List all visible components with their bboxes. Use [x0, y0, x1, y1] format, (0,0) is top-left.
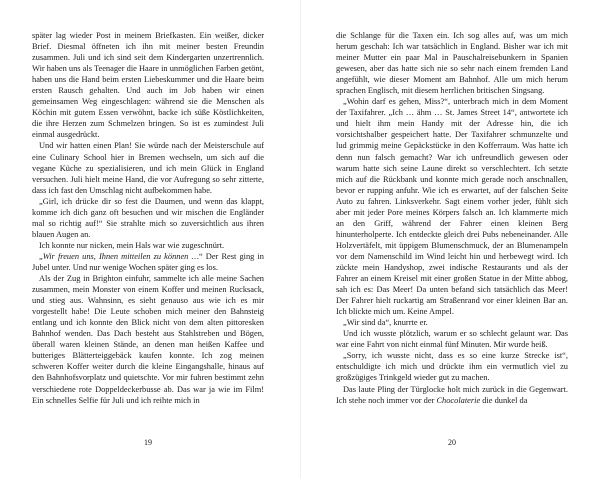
paragraph [32, 273, 264, 406]
paragraph [336, 384, 568, 406]
left-page-text [32, 30, 264, 406]
right-page-text [336, 30, 568, 406]
right-page [336, 30, 568, 470]
paragraph [336, 317, 568, 328]
text-run: „Girl, ich drücke dir so fest die Daumen, und wenn das klappt, komme ich dich ganz oft besuchen und wir mischen die Engländer mal so richtig auf!“ Sie strahlte mich so zuversichtlich aus ihren blauen Augen an. [32, 196, 264, 239]
text-run: „ [39, 251, 43, 261]
paragraph [32, 240, 264, 251]
text-run: die Schlange für die Taxen ein. Ich sog alles auf, was um mich herum geschah: Ich war tatsächlich in England. Bisher war ich mit meiner Mutter ein paar Mal in Pauschalreisebunkern in Spanien gewesen, aber das hatte sich nie so sehr nach einem fremden Land angefühlt, wie dieser Moment am Bahnhof. Alle um mich herum sprachen Englisch, mit diesem herrlichen britischen Singsang. [336, 31, 568, 96]
text-run: “ Der Rest ging in Jubel unter. Und nur wenige Wochen später ging es los. [32, 251, 264, 272]
page-number-left: 19 [144, 438, 152, 447]
paragraph [32, 140, 264, 195]
text-run: Als der Zug in Brighton einfuhr, sammelte ich alle meine Sachen zusammen, mein Monster von einem Koffer und meinen Rucksack, und stieg aus. Wahnsinn, es sieht genauso aus wie ich es mir vorgestellt habe! Die Leute schoben mich meiner den Bahnsteig entlang und ich konnte den Blick nicht von dem alten pittoresken Bahnhof wenden. Das Dach besteht aus Stahlstreben und Bögen, überall waren kleinen Stände, an denen man heißen Kaffee und butteriges Blätterteiggebäck kaufen konnte. Ich zog meinen schweren Koffer weiter durch die kleine Eingangshalle, hinaus auf den Bahnhofsvorplatz und quietschte. Vor mir fuhren bestimmt zehn verschiedene rote Doppeldeckerbusse ab. Das war ja wie im Film! Ein schnelles Selfie für Juli und ich reihte mich in [32, 274, 264, 405]
paragraph [32, 30, 264, 140]
paragraph [32, 196, 264, 240]
left-page [32, 30, 264, 470]
text-run: Ich konnte nur nicken, mein Hals war wie zugeschnürt. [39, 240, 225, 250]
paragraph [32, 251, 264, 273]
text-run: „Wir sind da“, knurrte er. [343, 318, 428, 328]
book-gutter [300, 0, 301, 478]
italic-text: Chocolaterie [436, 395, 481, 405]
paragraph [336, 30, 568, 96]
paragraph [336, 350, 568, 383]
page-number-right: 20 [448, 438, 456, 447]
text-run: die dunkel da [480, 395, 528, 405]
italic-text: Wir freuen uns, Ihnen mitteilen zu können … [42, 251, 199, 261]
text-run: Und wir hatten einen Plan! Sie würde nach der Meisterschule auf eine Culinary School hier in Bremen wechseln, um sich auf die vegane Küche zu spezialisieren, und ich mein Glück in England versuchen. Juli hielt meine Hand, die vor Aufregung so sehr zitterte, dass ich fast den Umschlag nicht aufbekommen habe. [32, 141, 264, 195]
text-run: „Sorry, ich wusste nicht, dass es so eine kurze Strecke ist“, entschuldigte ich mich und drückte ihm ein vermutlich viel zu großzügiges Trinkgeld wieder gut zu machen. [336, 351, 568, 383]
text-run: Das laute Pling der Türglocke holt mich zurück in die Gegenwart. Ich stehe noch immer vor der [336, 384, 568, 405]
paragraph [336, 328, 568, 350]
text-run: Und ich wusste plötzlich, warum er so schlecht gelaunt war. Das war eine Fahrt von nicht einmal fünf Minuten. Mir wurde heiß. [336, 329, 568, 350]
text-run: später lag wieder Post in meinem Briefkasten. Ein weißer, dicker Brief. Diesmal öffneten ich ihn mit meiner besten Freundin zusammen. Juli und ich sind seit dem Kindergarten unzertrennlich. Wir haben uns als Teenager die Haare in unmöglichen Farben getönt, haben uns die Hand beim ersten Liebeskummer und die Haare beim ersten Rausch gehalten. Und auch im Job haben wir einen gemeinsamen Weg eingeschlagen: während sie die Menschen als Köchin mit gutem Essen verwöhnt, backe ich süße Köstlichkeiten, die ihre Herzen zum Schmelzen bringen. So ist es zumindest Juli einmal ausgedrückt. [32, 31, 264, 140]
paragraph [336, 96, 568, 317]
text-run: „Wohin darf es gehen, Miss?“, unterbrach mich in dem Moment der Taxifahrer. „Ich … ähm … St. James Street 14“, antwortete ich und hielt ihm mein Handy mit der Adresse hin, die ich vorsichtshalber gespeichert hatte. Der Taxifahrer schmunzelte und lud grimmig meine Gepäckstücke in den Kofferraum. Was hatte ich denn nun falsch gemacht? War ich unfreundlich gewesen oder warum hatte sich seine Laune direkt so verschlechtert. Ich setzte mich auf die Rückbank und konnte mich gerade noch anschnallen, bevor er rupping anfuhr. Wie ich es erwartet, auf der falschen Seite Auto zu fahren. Linksverkehr. Sagt einem vorher jeder, fühlt sich aber mit jeder Pore meines Körpers falsch an. Ich klammerte mich an den Griff, während der Fahrer einen kleinen Berg hinunterholperte. Ich entdeckte gleich drei Pubs nebeneinander. Alle Holzvertäfelt, mit üppigem Blumenschmuck, der an Blumenampeln vor dem Namenschild im Wind leicht hin und herbewegt wird. Ich zückte mein Handyshop, zwei indische Restaurants und als der Fahrer an einem Kreisel mit einer großen Statue in der Mitte abbog, sah ich es: Das Meer! Da unten befand sich tatsächlich das Meer! Der Fahrer hielt ruckartig am Straßenrand vor einer kleinen Bar an. Ich blickte mich um. Keine Ampel. [336, 97, 568, 317]
